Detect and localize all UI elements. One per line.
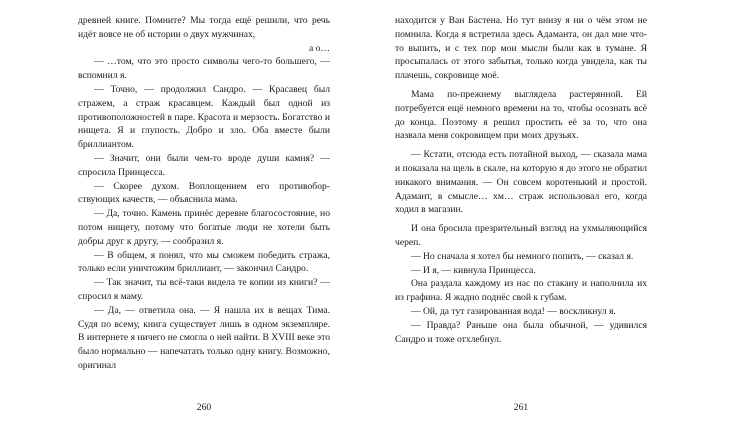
paragraph: — Да, — ответила она. — Я нашла их в вещах Тима. Судя по всему, книга существует лишь в одном экземпляре. В интернете я ничего не смогла о ней найти. В XVIII веке это было нормально — напечатать только одну книгу. Возможно, оригинал bbox=[78, 304, 330, 371]
paragraph: — В общем, я понял, что мы сможем победить стража, только если уничтожим бриллиант, — закончил Сандро. bbox=[78, 249, 330, 275]
paragraph: — Так значит, ты всё-таки видела те копии из книги? — спросил я маму. bbox=[78, 277, 330, 302]
paragraph: находится у Ван Бастена. Но тут внизу я ни о чём этом не помнила. Когда я встретила здесь Адаманта, он дал мне что-то выпить, и с тех пор мои мысли были как в тумане. Я просыпалась от этого забытья, только когда увидела, как ты плачешь, сокровище моё. bbox=[395, 15, 647, 82]
paragraph: Она раздала каждому из нас по стакану и наполнила их из графина. Я жадно поднёс свой к губам. bbox=[395, 278, 647, 304]
paragraph: — Ой, да тут газированная вода! — воскликнул я. bbox=[411, 305, 616, 317]
left-page bbox=[78, 14, 330, 414]
right-page-text bbox=[395, 14, 647, 346]
paragraph: — Да, точно. Камень принёс деревне благосостояние, но потом нищету, потому что богатые люди не хотели быть добры друг к другу, — сообразил я. bbox=[78, 208, 330, 247]
paragraph: — Значит, они были чем-то вроде души камня? — спросила Принцесса. bbox=[78, 152, 330, 178]
paragraph: Мама по-прежнему выглядела растерянной. Ей потребуется ещё немного времени на то, чтобы осознать всё до конца. Поэтому я решил простить её за то, что она назвала меня сокровищем при моих друзьях. bbox=[395, 88, 647, 142]
page-number: 260 bbox=[196, 402, 212, 413]
left-page-text bbox=[78, 14, 330, 373]
paragraph: — Точно, — продолжил Сандро. — Красавец был стражем, а страж красавцем. Каждый был одной из противоположностей в паре. Красота и мерзость. Богатство и нищета. Я и глупость. Добро и зло. Оба вместе были бриллиантом. bbox=[78, 83, 330, 151]
page-number: 261 bbox=[513, 402, 529, 413]
paragraph: — Но сначала я хотел бы немного попить, — сказал я. bbox=[411, 250, 634, 262]
paragraph: — Правда? Раньше она была обычной, — удивился Сандро и тоже отхлебнул. bbox=[395, 319, 647, 345]
paragraph: И она бросила презрительный взгляд на ухмыляющийся череп. bbox=[395, 223, 647, 248]
paragraph: древней книге. Помните? Мы тогда ещё решили, что речь идёт вовсе не об истории о двух мужчинах, bbox=[78, 15, 330, 40]
paragraph: — Кстати, отсюда есть потайной выход, — сказала мама и показала на щель в скале, на которую я до этого не обратил никакого внимания. — Он совсем коротенький и простой. Адамант, в смысле… хм… страж использовал его, когда ходил в магазин. bbox=[395, 149, 647, 216]
right-page bbox=[395, 14, 647, 414]
paragraph: — Скорее духом. Воплощением его противоборствующих качеств, — объяснила мама. bbox=[78, 180, 330, 206]
paragraph: — И я, — кивнула Принцесса. bbox=[411, 264, 536, 276]
paragraph: а о… bbox=[308, 42, 330, 54]
paragraph: — …том, что это просто символы чего-то большего, — вспомнил я. bbox=[78, 56, 330, 82]
